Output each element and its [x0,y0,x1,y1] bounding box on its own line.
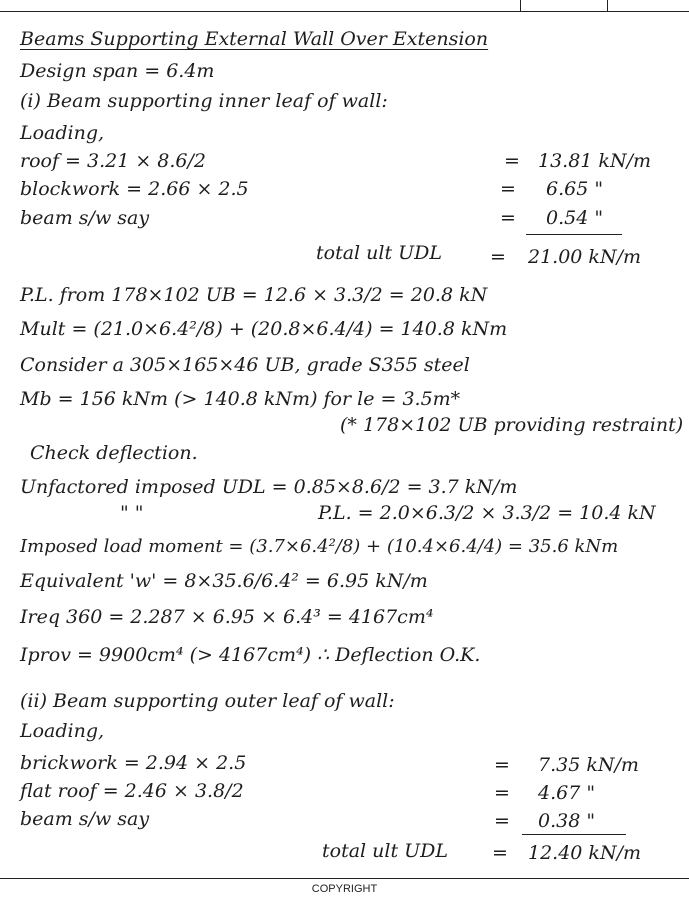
copyright-footer: COPYRIGHT [311,883,378,895]
total-udl-label: total ult UDL [322,840,449,862]
i-required-line: Ireq 360 = 2.287 × 6.95 × 6.4³ = 4167cm⁴ [20,606,434,628]
roof-load-value: 13.81 kN/m [538,150,651,172]
i-provided-line: Iprov = 9900cm⁴ (> 4167cm⁴) ∴ Deflection O.K. [20,644,481,666]
restraint-note: (* 178×102 UB providing restraint) [340,414,684,436]
total-udl-value: 12.40 kN/m [528,842,641,864]
equals-sign: = [494,782,510,804]
flat-roof-load-value: 4.67 " [538,782,596,804]
bottom-border [0,878,689,879]
check-deflection-heading: Check deflection. [30,442,198,464]
top-border [0,11,689,12]
imposed-moment-line: Imposed load moment = (3.7×6.4²/8) + (10.4×6.4/4) = 35.6 kNm [20,536,619,557]
equals-sign: = [494,810,510,832]
blockwork-load-label: blockwork = 2.66 × 2.5 [20,178,249,200]
loading-label: Loading, [20,720,105,742]
header-divider [607,0,608,11]
flat-roof-load-label: flat roof = 2.46 × 3.8/2 [20,780,244,802]
point-load-line: P.L. from 178×102 UB = 12.6 × 3.3/2 = 20.8 kN [20,284,488,306]
total-udl-value: 21.00 kN/m [528,246,641,268]
brickwork-load-value: 7.35 kN/m [538,754,639,776]
header-divider [520,0,521,11]
subtotal-rule [526,234,622,235]
equals-sign: = [504,150,520,172]
equals-sign: = [494,754,510,776]
beam-sw-value: 0.38 " [538,810,596,832]
loading-label: Loading, [20,122,105,144]
brickwork-load-label: brickwork = 2.94 × 2.5 [20,752,247,774]
ditto-marks: " " [120,502,144,524]
sheet-title: Beams Supporting External Wall Over Extension [20,28,489,50]
section-i-heading: (i) Beam supporting inner leaf of wall: [20,90,388,112]
beam-sw-label: beam s/w say [20,808,150,830]
consider-section-line: Consider a 305×165×46 UB, grade S355 steel [20,354,470,376]
equals-sign: = [490,246,506,268]
equals-sign: = [500,207,516,229]
section-ii-heading: (ii) Beam supporting outer leaf of wall: [20,690,395,712]
total-udl-label: total ult UDL [316,242,443,264]
roof-load-label: roof = 3.21 × 8.6/2 [20,150,207,172]
design-span: Design span = 6.4m [20,60,215,82]
subtotal-rule [522,834,626,835]
unfactored-point-load-line: P.L. = 2.0×6.3/2 × 3.3/2 = 10.4 kN [318,502,656,524]
beam-sw-value: 0.54 " [546,207,604,229]
ultimate-moment-line: Mult = (21.0×6.4²/8) + (20.8×6.4/4) = 140.8 kNm [20,318,508,340]
blockwork-load-value: 6.65 " [546,178,604,200]
equivalent-w-line: Equivalent 'w' = 8×35.6/6.4² = 6.95 kN/m [20,570,428,592]
moment-capacity-line: Mb = 156 kNm (> 140.8 kNm) for le = 3.5m* [20,388,461,410]
unfactored-udl-line: Unfactored imposed UDL = 0.85×8.6/2 = 3.7 kN/m [20,476,518,498]
equals-sign: = [500,178,516,200]
equals-sign: = [492,842,508,864]
beam-sw-label: beam s/w say [20,207,150,229]
